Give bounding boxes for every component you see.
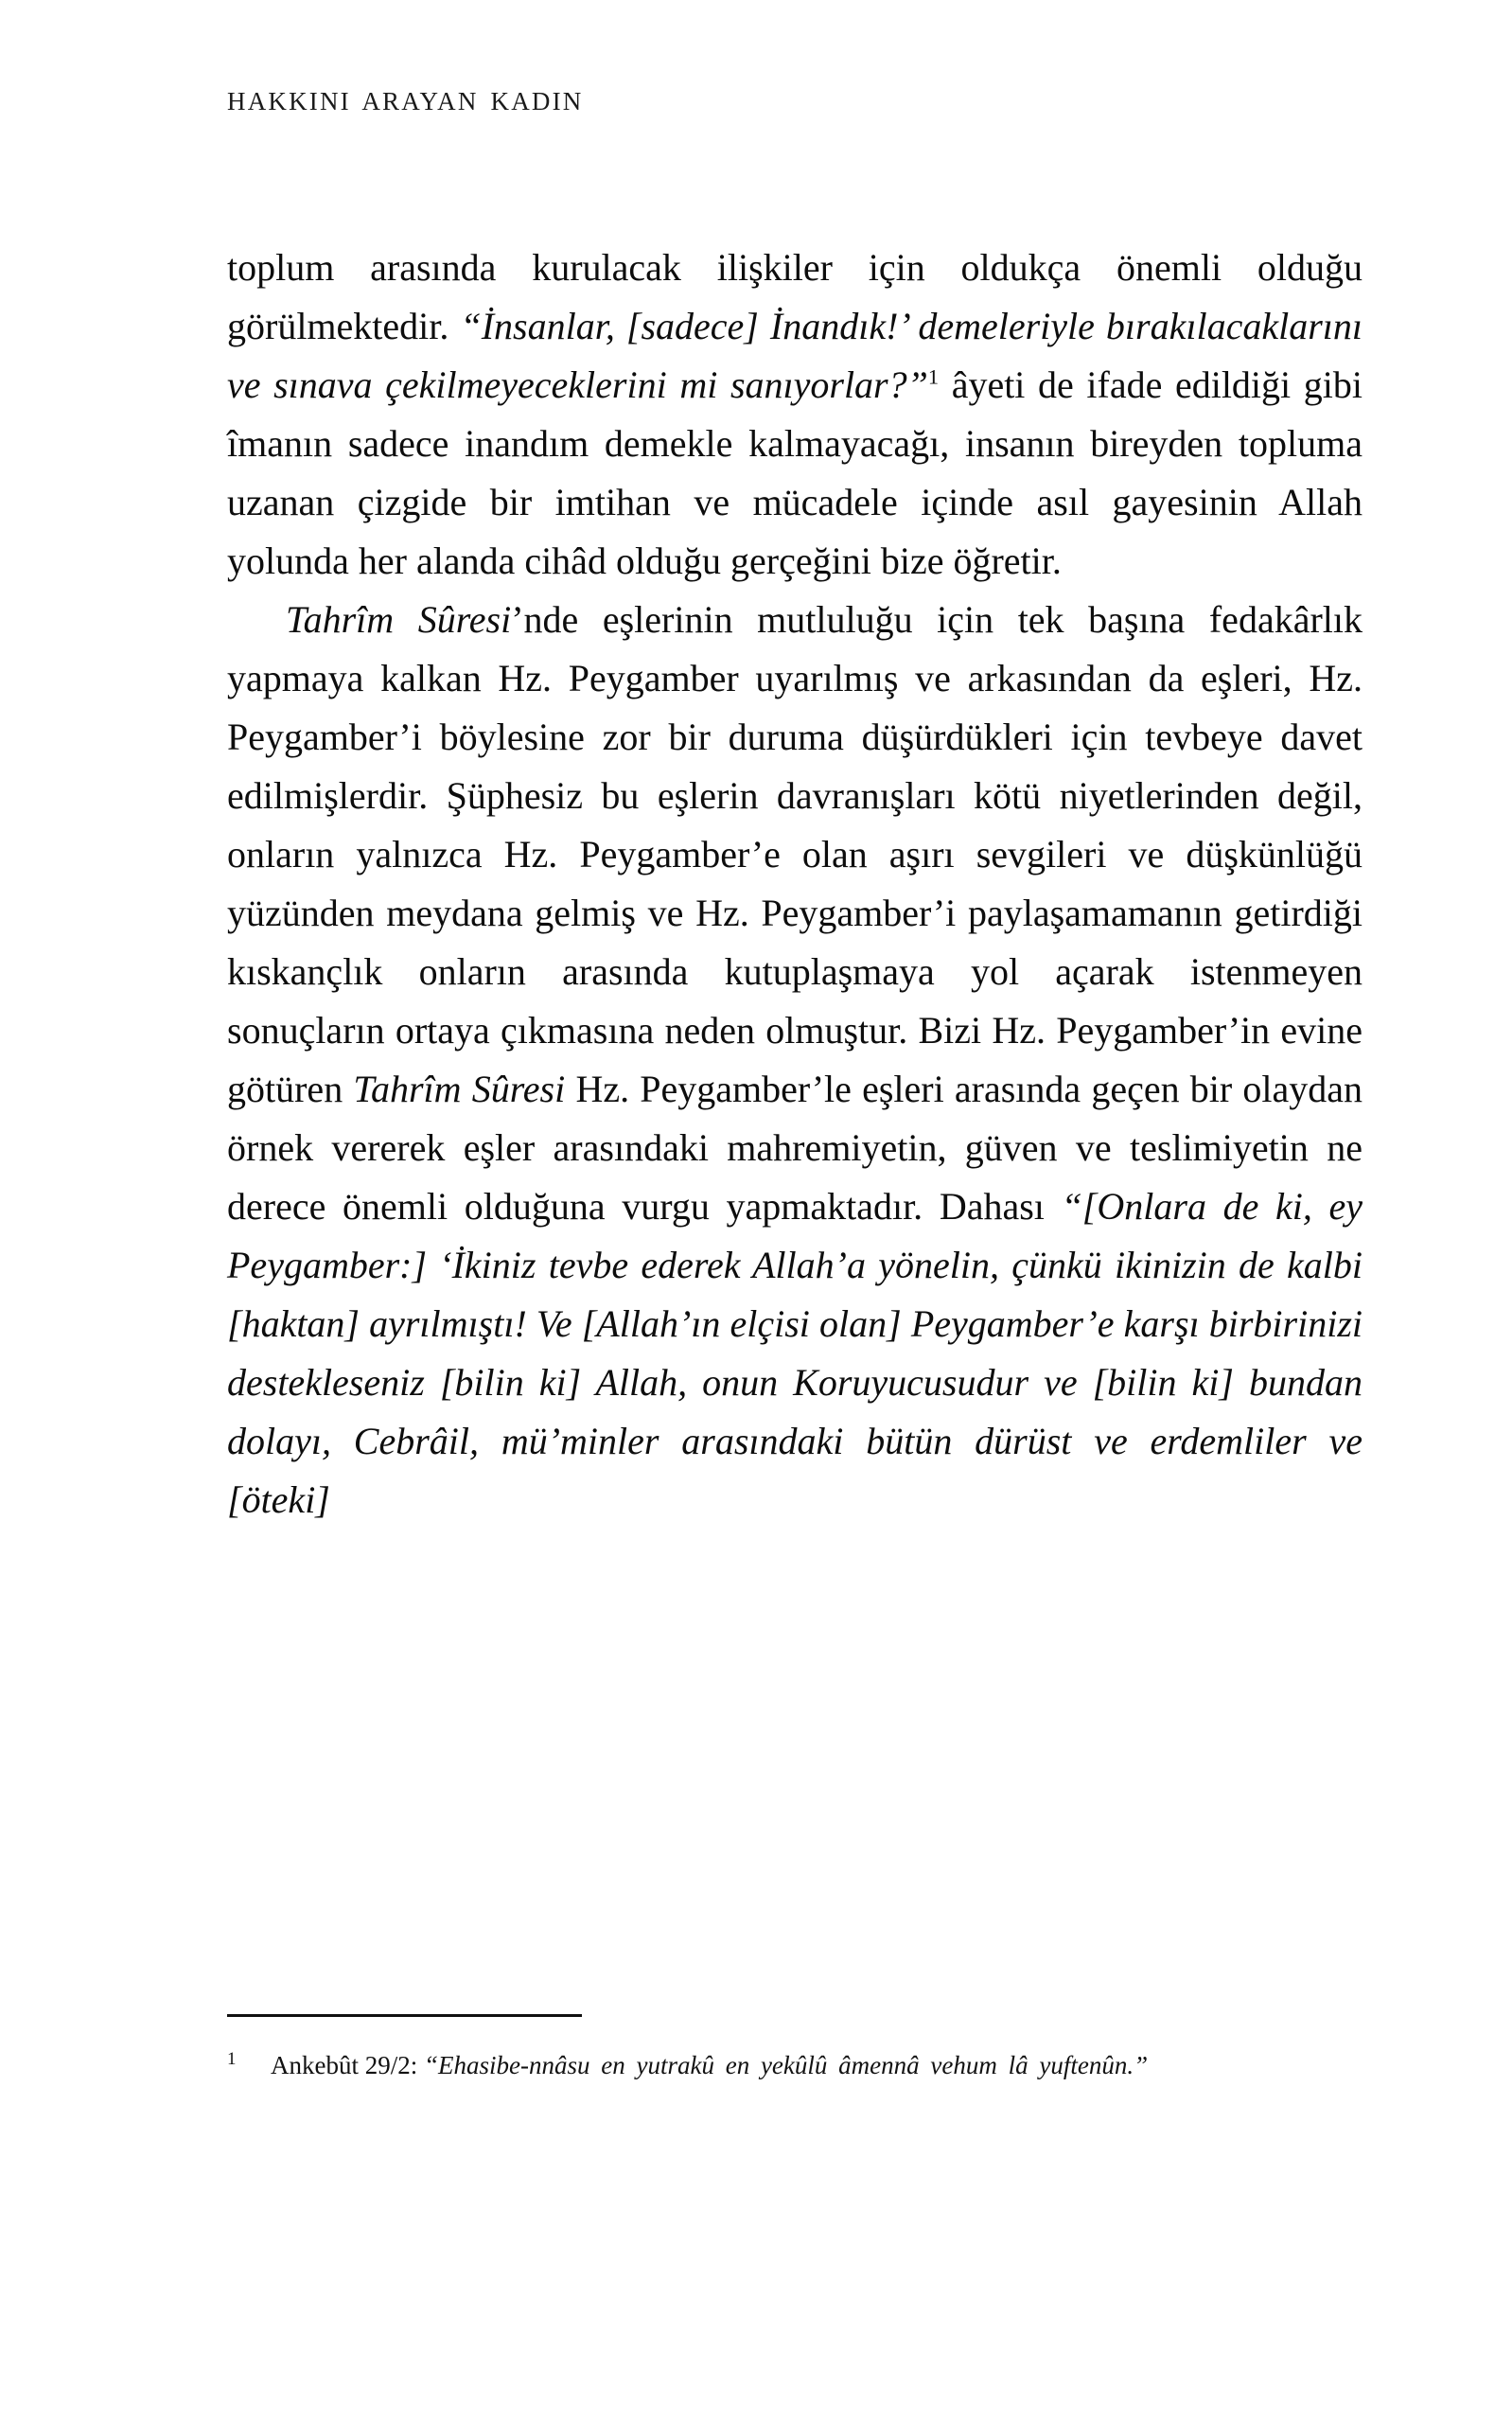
main-text-column [227,239,1363,1588]
footnote-1 [227,2042,1363,2089]
running-head: HAKKINI ARAYAN KADIN [227,87,584,115]
footnote-reference-1[interactable]: 1 [927,364,940,389]
sura-name-tahrim-first: Tahrîm Sûresi [286,598,512,641]
paragraph-1-quran-quote: “İnsanlar, [sadece] İnandık!’ demeleriyle bırakılacaklarını ve sınava çekilmeyeceklerini mi sanıyorlar?” [227,305,1363,406]
footnote-zone [227,2014,1363,2089]
footnote-quote-text: “Ehasibe-nnâsu en yutrakû en yekûlû âmennâ vehum lâ yuftenûn.” [424,2051,1149,2079]
footnote-reference-text: Ankebût 29/2: [271,2051,424,2079]
paragraph-2-segment-2: Hz. Peygamber’le eşleri arasında geçen bir olaydan örnek vererek eşler arasındaki mahremiyetin, güven ve teslimiyetin ne derece önemli olduğuna vurgu yapmaktadır. Dahası [227,1068,1363,1228]
sura-name-tahrim-second: Tahrîm Sûresi [353,1068,566,1110]
paragraph-2-quran-quote: “[Onlara de ki, ey Peygamber:] ‘İkiniz tevbe ederek Allah’a yönelin, çünkü ikinizin de kalbi [haktan] ayrılmıştı! Ve [Allah’ın elçisi olan] Peygamber’e karşı birbirinizi destekleseniz [bilin ki] Allah, onun Koruyucusudur ve [bilin ki] bundan dolayı, Cebrâil, mü’minler arasındaki bütün dürüst ve erdemliler ve [öteki] [227,1185,1363,1521]
paragraph-1-lead: toplum arasında kurulacak ilişkiler için oldukça önemli olduğu görülmektedir. [227,246,1363,347]
paragraph-1-tail: âyeti de ifade edildiği gibi îmanın sadece inandım demekle kalmayacağı, insanın bireyden topluma uzanan çizgide bir imtihan ve mücadele içinde asıl gayesinin Allah yolunda her alanda cihâd olduğu gerçeğini bize öğretir. [227,363,1363,582]
footnote-number: 1 [227,2049,237,2069]
paragraph-1 [227,239,1363,591]
paragraph-2 [227,591,1363,1588]
footnote-separator-rule [227,2014,582,2017]
paragraph-2-segment-1: ’nde eşlerinin mutluluğu için tek başına fedakârlık yapmaya kalkan Hz. Peygamber uyarılmış ve arkasından da eşleri, Hz. Peygamber’i böylesine zor bir duruma düşürdükleri için tevbeye davet edilmişlerdir. Şüphesiz bu eşlerin davranışları kötü niyetlerinden değil, onların yalnızca Hz. Peygamber’e olan aşırı sevgileri ve düşkünlüğü yüzünden meydana gelmiş ve Hz. Peygamber’i paylaşamamanın getirdiği kıskançlık onların arasında kutuplaşmaya yol açarak istenmeyen sonuçların ortaya çıkmasına neden olmuştur. Bizi Hz. Peygamber’in evine götüren [227,598,1363,1110]
